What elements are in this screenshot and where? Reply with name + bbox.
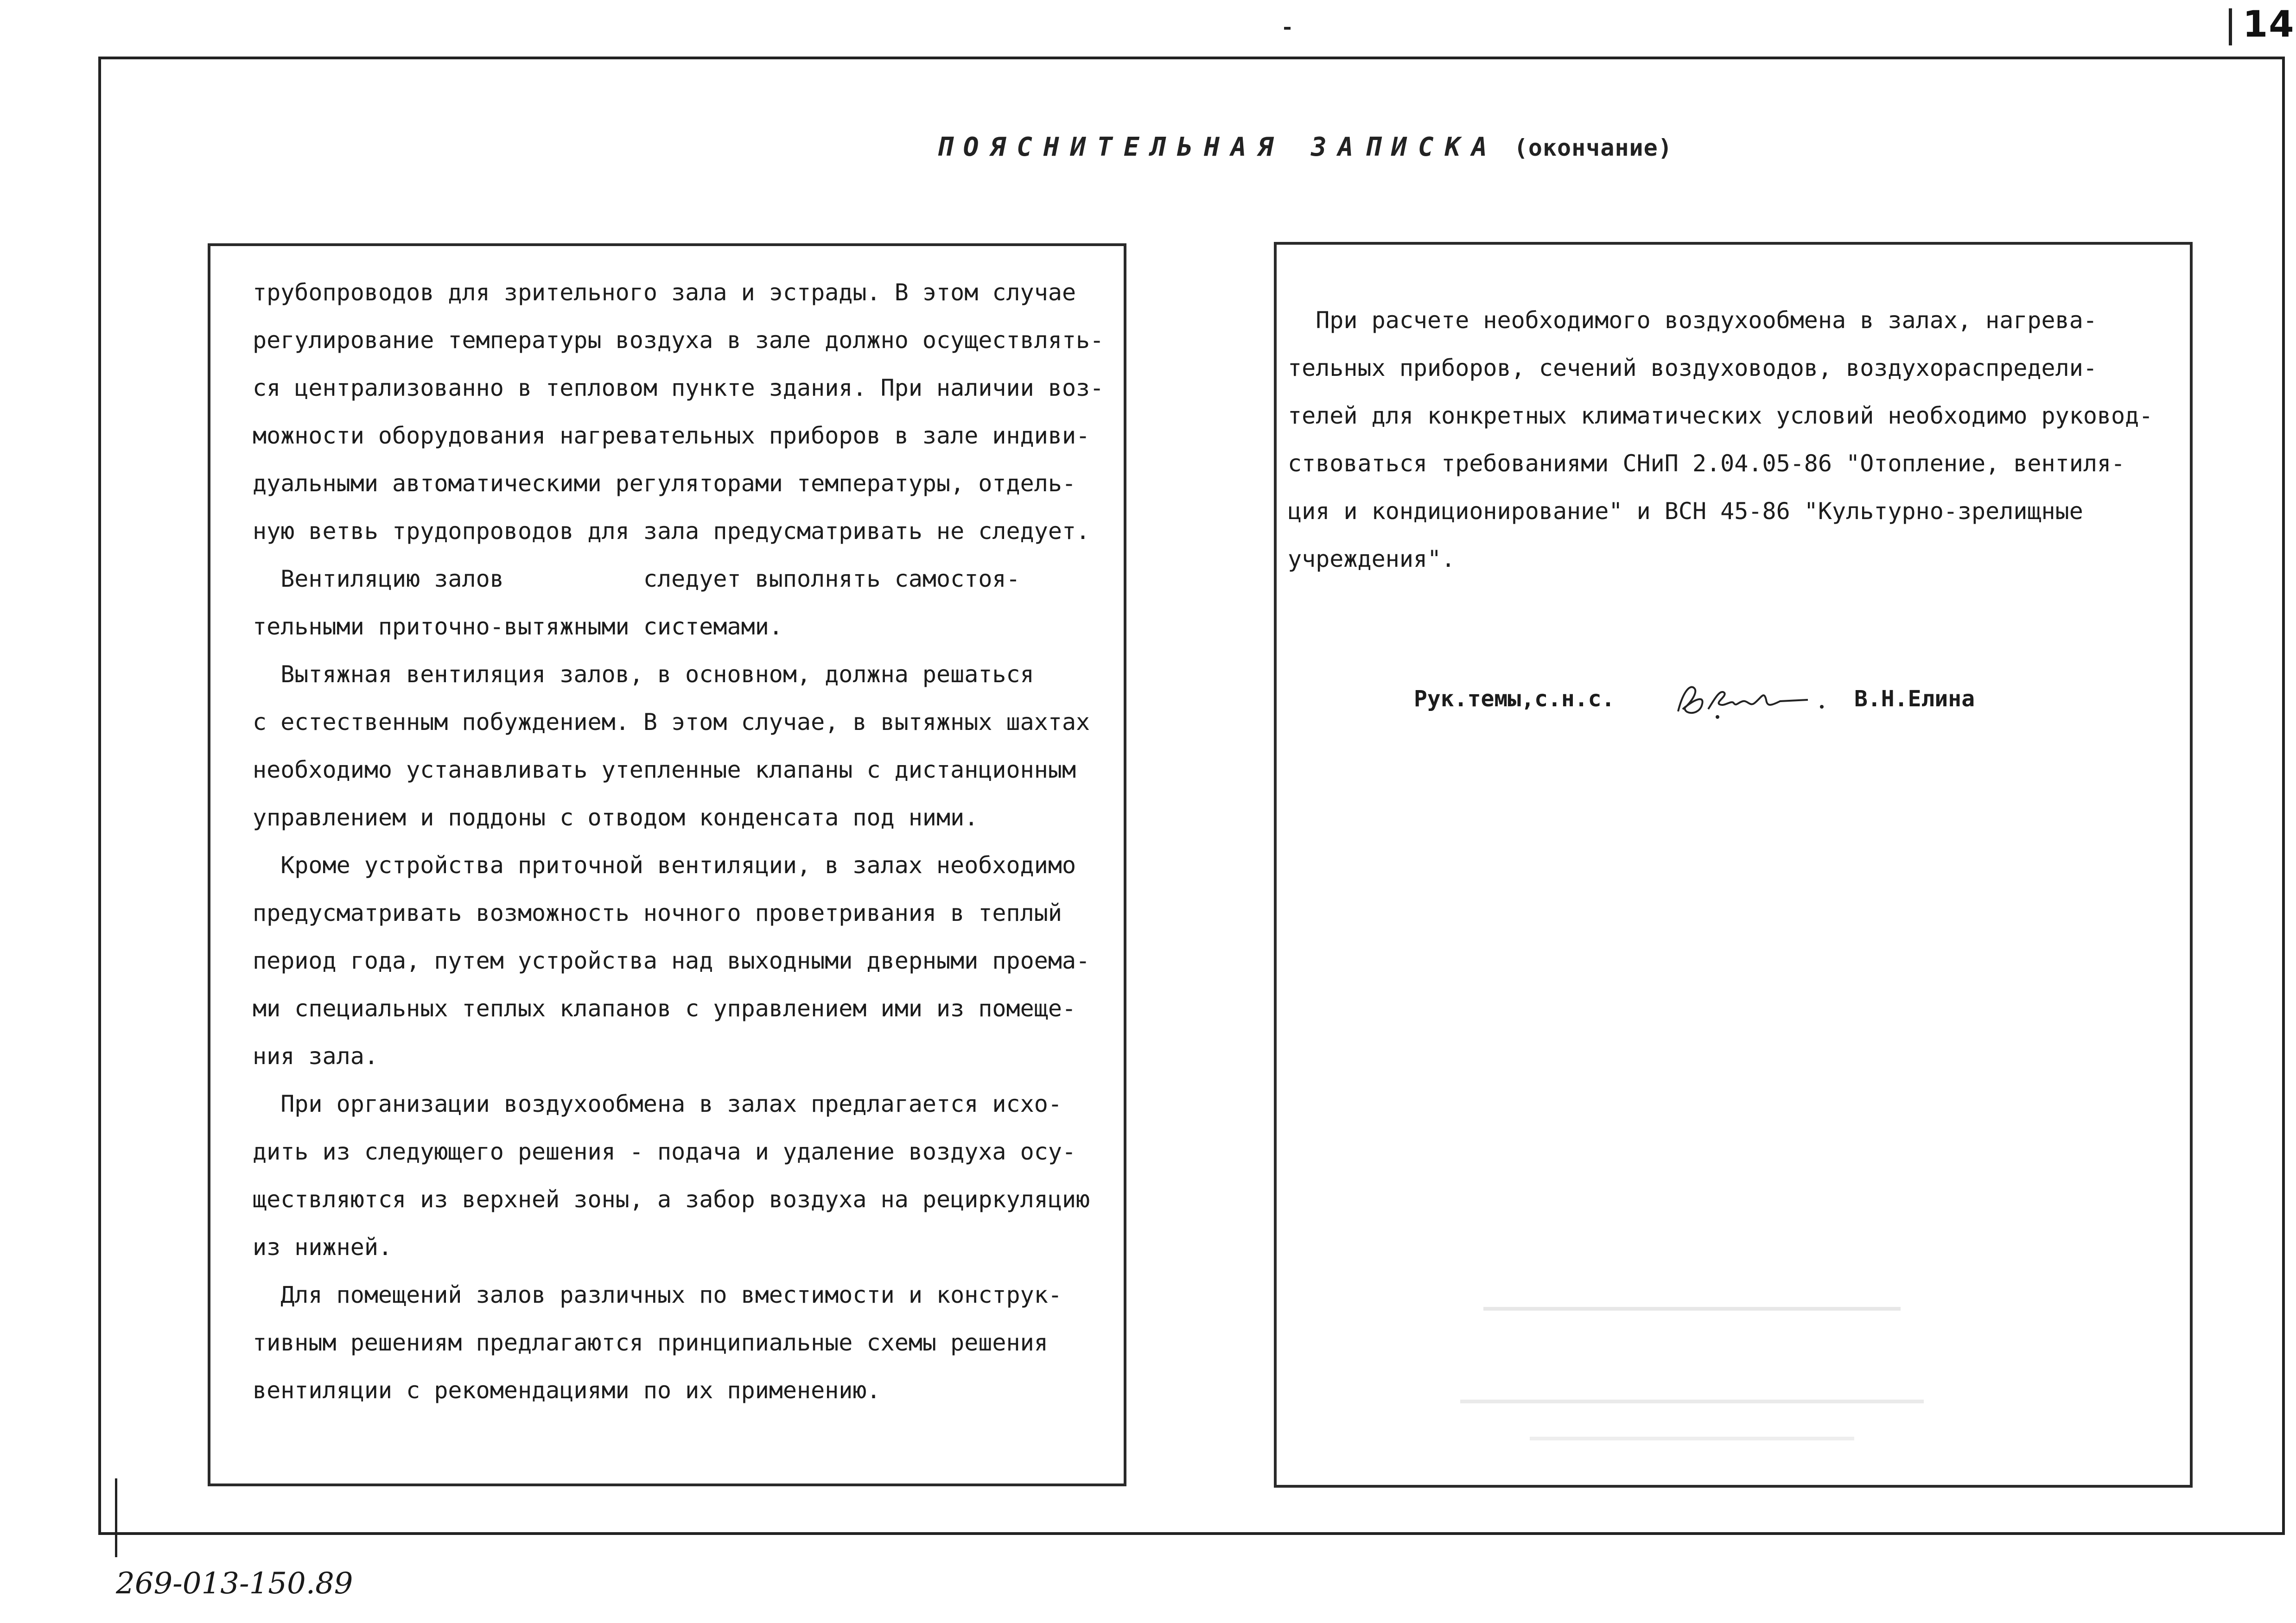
text-line: ния зала. (253, 1043, 378, 1070)
text-line: телей для конкретных климатических условий необходимо руковод- (1288, 402, 2153, 429)
text-line: необходимо устанавливать утепленные клапаны с дистанционным (253, 756, 1076, 783)
text-line: ществляются из верхней зоны, а забор воздуха на рециркуляцию (253, 1186, 1090, 1213)
text-line: Для помещений залов различных по вместимости и конструк- (253, 1281, 1062, 1308)
text-line: управлением и поддоны с отводом конденсата под ними. (253, 804, 979, 831)
text-line: ция и кондиционирование" и ВСН 45-86 "Культурно-зрелищные (1288, 498, 2083, 525)
page-title-sub: (окончание) (1514, 134, 1673, 161)
text-line: можности оборудования нагревательных приборов в зале индиви- (253, 422, 1090, 449)
text-line: тельными приточно-вытяжными системами. (253, 613, 783, 640)
signature-label: Рук.темы,с.н.с. (1414, 686, 1615, 712)
left-column-text (253, 269, 1104, 1414)
scan-smudge (1530, 1437, 1854, 1440)
text-line: Вытяжная вентиляция залов, в основном, должна решаться (253, 661, 1034, 688)
text-line: ми специальных теплых клапанов с управлением ими из помеще- (253, 995, 1076, 1022)
page-title-main: ПОЯСНИТЕЛЬНАЯ ЗАПИСКА (936, 132, 1499, 162)
text-line: Вентиляцию залов следует выполнять самостоя- (253, 565, 1020, 592)
text-line: тивным решениям предлагаются принципиальные схемы решения (253, 1329, 1048, 1356)
text-line: трубопроводов для зрительного зала и эстрады. В этом случае (253, 279, 1076, 306)
page-number-rule (2229, 8, 2232, 45)
text-line: с естественным побуждением. В этом случае, в вытяжных шахтах (253, 709, 1090, 735)
text-line: из нижней. (253, 1234, 393, 1261)
page-title (936, 132, 1673, 162)
document-code-tick (115, 1478, 117, 1557)
text-line: ствоваться требованиями СНиП 2.04.05-86 "Отопление, вентиля- (1288, 450, 2125, 477)
handwritten-signature (1669, 674, 1845, 725)
text-line: дить из следующего решения - подача и удаление воздуха осу- (253, 1138, 1076, 1165)
text-line: учреждения". (1288, 545, 1456, 572)
scan-smudge (1483, 1307, 1901, 1311)
text-line: тельных приборов, сечений воздуховодов, воздухораспредели- (1288, 355, 2097, 381)
text-line: регулирование температуры воздуха в зале должно осуществлять- (253, 327, 1104, 354)
document-code: 269-013-150.89 (116, 1566, 353, 1601)
text-line: дуальными автоматическими регуляторами температуры, отдель- (253, 470, 1076, 497)
top-mark (1284, 27, 1291, 30)
text-line: При расчете необходимого воздухообмена в залах, нагрева- (1288, 307, 2097, 334)
text-line: ную ветвь трудопроводов для зала предусматривать не следует. (253, 518, 1090, 545)
text-line: предусматривать возможность ночного проветривания в теплый (253, 900, 1062, 926)
scan-smudge (1460, 1400, 1924, 1403)
text-line: При организации воздухообмена в залах предлагается исхо- (253, 1090, 1062, 1117)
right-column-text (1288, 297, 2153, 583)
signature-name: В.Н.Елина (1854, 686, 1975, 712)
text-line: ся централизованно в тепловом пункте здания. При наличии воз- (253, 374, 1104, 401)
page-number: 14 (2243, 4, 2295, 45)
text-line: период года, путем устройства над выходными дверными проема- (253, 947, 1090, 974)
text-line: вентиляции с рекомендациями по их применению. (253, 1377, 881, 1404)
text-line: Кроме устройства приточной вентиляции, в залах необходимо (253, 852, 1076, 879)
